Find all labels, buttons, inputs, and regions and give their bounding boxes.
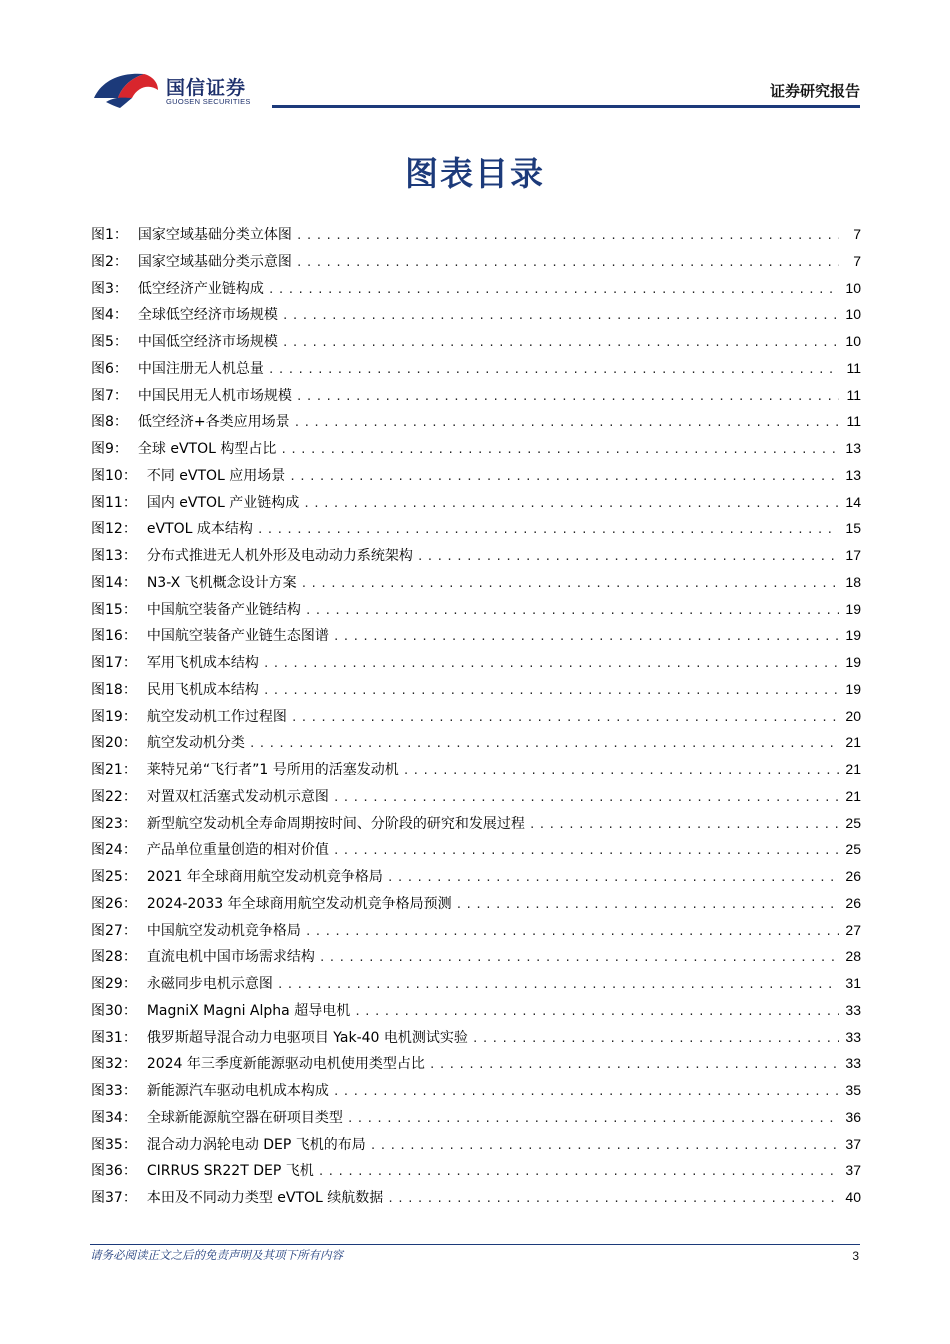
brand-name-cn: 国信证券 xyxy=(166,77,247,99)
toc-dot-leader xyxy=(403,758,839,785)
toc-entry-title: 国家空域基础分类立体图 xyxy=(137,227,292,243)
toc-dot-leader xyxy=(333,1079,839,1106)
toc-entry-page: 20 xyxy=(845,707,861,724)
toc-entry-number: 图20： xyxy=(91,735,137,752)
toc-entry-number: 图30： xyxy=(91,1002,137,1019)
toc-entry-number: 图23： xyxy=(91,815,137,832)
toc-entry[interactable] xyxy=(91,756,861,783)
toc-dot-leader xyxy=(305,598,839,625)
toc-dot-leader xyxy=(296,223,839,250)
toc-entry[interactable] xyxy=(91,1157,861,1184)
toc-dot-leader xyxy=(257,517,839,544)
footer-divider xyxy=(90,1244,860,1245)
toc-entry-number: 图9： xyxy=(91,441,128,457)
toc-entry-title: 不同 eVTOL 应用场景 xyxy=(146,467,286,484)
toc-entry-title: 低空经济产业链构成 xyxy=(137,280,264,297)
toc-dot-leader xyxy=(296,250,839,277)
toc-entry-title: 国家空域基础分类示意图 xyxy=(137,253,292,270)
toc-entry-page: 26 xyxy=(845,868,861,884)
toc-entry-page: 31 xyxy=(845,975,861,991)
toc-entry-title: 全球低空经济市场规模 xyxy=(137,307,278,324)
toc-dot-leader xyxy=(277,972,839,999)
toc-entry-title: 航空发动机分类 xyxy=(146,735,245,752)
toc-entry-page: 14 xyxy=(845,493,861,510)
toc-entry[interactable] xyxy=(91,1024,861,1051)
toc-dot-leader xyxy=(472,1026,839,1053)
toc-entry-title: 航空发动机工作过程图 xyxy=(146,708,287,725)
toc-entry-number: 图7： xyxy=(91,387,128,404)
toc-entry-number: 图25： xyxy=(91,869,137,885)
toc-entry-title: 分布式推进无人机外形及电动动力系统架构 xyxy=(146,548,413,564)
toc-entry[interactable] xyxy=(91,408,861,435)
toc-entry-title: 全球新能源航空器在研项目类型 xyxy=(146,1109,343,1126)
toc-dot-leader xyxy=(333,838,839,865)
toc-dot-leader xyxy=(456,892,839,919)
toc-dot-leader xyxy=(303,491,839,518)
toc-entry-page: 35 xyxy=(845,1082,861,1098)
toc-dot-leader xyxy=(289,464,839,491)
toc-entry-title: 2024 年三季度新能源驱动电机使用类型占比 xyxy=(146,1056,425,1073)
table-of-figures xyxy=(91,221,861,1211)
toc-entry[interactable] xyxy=(91,1104,861,1131)
toc-entry-title: 2024-2033 年全球商用航空发动机竞争格局预测 xyxy=(146,895,452,912)
toc-entry-title: 军用飞机成本结构 xyxy=(146,655,259,671)
toc-entry[interactable] xyxy=(91,622,861,649)
toc-entry-number: 图29： xyxy=(91,976,137,992)
toc-entry-number: 图21： xyxy=(91,762,137,778)
toc-entry-number: 图32： xyxy=(91,1056,137,1073)
toc-entry-page: 40 xyxy=(845,1189,861,1205)
toc-entry-number: 图19： xyxy=(91,708,137,725)
toc-entry[interactable] xyxy=(91,917,861,944)
toc-entry-title: 莱特兄弟“飞行者”1 号所用的活塞发动机 xyxy=(146,762,399,778)
toc-entry-number: 图37： xyxy=(91,1190,137,1206)
toc-entry[interactable] xyxy=(91,355,861,382)
toc-entry-title: 中国航空发动机竞争格局 xyxy=(146,922,301,939)
toc-dot-leader xyxy=(529,812,839,839)
toc-entry-page: 28 xyxy=(845,948,861,965)
toc-entry[interactable] xyxy=(91,596,861,623)
toc-entry-page: 19 xyxy=(845,654,861,670)
toc-entry-title: 新型航空发动机全寿命周期按时间、分阶段的研究和发展过程 xyxy=(146,815,525,832)
toc-entry-number: 图27： xyxy=(91,922,137,939)
toc-entry[interactable] xyxy=(91,1184,861,1211)
toc-entry-page: 37 xyxy=(845,1162,861,1179)
toc-dot-leader xyxy=(333,785,839,812)
toc-entry-title: 2021 年全球商用航空发动机竞争格局 xyxy=(146,869,383,885)
toc-dot-leader xyxy=(417,544,839,571)
toc-entry[interactable] xyxy=(91,1131,861,1158)
toc-entry-page: 26 xyxy=(845,894,861,911)
toc-entry[interactable] xyxy=(91,328,861,355)
toc-entry-page: 33 xyxy=(845,1028,861,1045)
toc-entry-page: 10 xyxy=(845,279,861,296)
toc-entry-number: 图26： xyxy=(91,895,137,912)
toc-entry-page: 21 xyxy=(845,734,861,751)
toc-entry-title: 中国注册无人机总量 xyxy=(137,360,264,377)
toc-entry[interactable] xyxy=(91,863,861,890)
toc-entry-number: 图11： xyxy=(91,494,137,511)
toc-entry-page: 19 xyxy=(845,680,861,697)
toc-entry-page: 18 xyxy=(845,573,861,590)
toc-entry[interactable] xyxy=(91,836,861,863)
toc-entry-page: 10 xyxy=(845,333,861,349)
toc-entry-number: 图1： xyxy=(91,227,128,243)
toc-entry[interactable] xyxy=(91,676,861,703)
toc-entry-number: 图28： xyxy=(91,949,137,966)
toc-entry[interactable] xyxy=(91,703,861,730)
toc-entry-title: MagniX Magni Alpha 超导电机 xyxy=(146,1002,351,1019)
toc-entry-number: 图15： xyxy=(91,601,137,618)
toc-entry[interactable] xyxy=(91,382,861,409)
page-header xyxy=(0,0,950,112)
toc-dot-leader xyxy=(319,945,839,972)
toc-dot-leader xyxy=(318,1159,839,1186)
header-divider xyxy=(272,105,860,108)
toc-entry[interactable] xyxy=(91,275,861,302)
toc-entry-title: 对置双杠活塞式发动机示意图 xyxy=(146,788,329,805)
toc-entry-page: 10 xyxy=(845,306,861,323)
toc-entry-title: eVTOL 成本结构 xyxy=(146,521,253,538)
toc-entry-page: 19 xyxy=(845,600,861,617)
toc-entry-page: 11 xyxy=(846,359,861,376)
toc-entry-number: 图33： xyxy=(91,1083,137,1099)
toc-dot-leader xyxy=(249,731,839,758)
toc-dot-leader xyxy=(296,384,839,411)
brand-name-en: GUOSEN SECURITIES xyxy=(166,97,251,106)
toc-entry-number: 图8： xyxy=(91,414,128,431)
toc-entry-page: 36 xyxy=(845,1108,861,1125)
toc-entry-title: 中国航空装备产业链生态图谱 xyxy=(146,628,329,645)
toc-entry[interactable] xyxy=(91,569,861,596)
toc-entry-page: 11 xyxy=(846,413,861,430)
toc-entry[interactable] xyxy=(91,729,861,756)
toc-entry-number: 图17： xyxy=(91,655,137,671)
toc-dot-leader xyxy=(282,303,839,330)
page-title: 图表目录 xyxy=(405,154,545,193)
toc-entry-title: 国内 eVTOL 产业链构成 xyxy=(146,494,300,511)
toc-dot-leader xyxy=(333,624,839,651)
toc-entry-page: 15 xyxy=(845,520,861,537)
toc-entry-title: 本田及不同动力类型 eVTOL 续航数据 xyxy=(146,1190,384,1206)
toc-entry[interactable] xyxy=(91,248,861,275)
toc-entry-number: 图5： xyxy=(91,334,128,350)
toc-dot-leader xyxy=(347,1106,839,1133)
toc-entry-page: 33 xyxy=(845,1001,861,1018)
toc-entry[interactable] xyxy=(91,970,861,997)
toc-entry-title: CIRRUS SR22T DEP 飞机 xyxy=(146,1163,314,1180)
toc-entry-page: 37 xyxy=(845,1135,861,1152)
toc-entry-page: 21 xyxy=(845,761,861,777)
toc-entry-page: 25 xyxy=(845,841,861,858)
toc-entry[interactable] xyxy=(91,649,861,676)
toc-dot-leader xyxy=(429,1052,839,1079)
toc-entry-number: 图22： xyxy=(91,788,137,805)
toc-entry-page: 21 xyxy=(845,787,861,804)
toc-entry-title: 新能源汽车驱动电机成本构成 xyxy=(146,1083,329,1099)
toc-entry-page: 25 xyxy=(845,814,861,831)
toc-entry-title: 全球 eVTOL 构型占比 xyxy=(137,441,277,457)
toc-entry-number: 图36： xyxy=(91,1163,137,1180)
toc-entry[interactable] xyxy=(91,515,861,542)
toc-entry-number: 图31： xyxy=(91,1029,137,1046)
toc-entry-page: 13 xyxy=(845,440,861,456)
disclaimer-note: 请务必阅读正文之后的免责声明及其项下所有内容 xyxy=(90,1248,343,1262)
toc-dot-leader xyxy=(268,357,839,384)
toc-dot-leader xyxy=(282,330,839,357)
toc-entry-page: 7 xyxy=(853,226,861,242)
guosen-logo-icon xyxy=(92,68,160,110)
toc-entry-page: 33 xyxy=(845,1055,861,1072)
toc-entry-title: 永磁同步电机示意图 xyxy=(146,976,273,992)
toc-dot-leader xyxy=(387,865,839,892)
toc-entry-page: 7 xyxy=(853,252,861,269)
toc-entry-number: 图14： xyxy=(91,574,137,591)
toc-entry-number: 图2： xyxy=(91,253,128,270)
toc-dot-leader xyxy=(263,678,839,705)
toc-entry-number: 图3： xyxy=(91,280,128,297)
toc-entry[interactable] xyxy=(91,1050,861,1077)
toc-entry[interactable] xyxy=(91,221,861,248)
toc-entry-title: 俄罗斯超导混合动力电驱项目 Yak-40 电机测试实验 xyxy=(146,1029,468,1046)
toc-entry-number: 图18： xyxy=(91,681,137,698)
toc-dot-leader xyxy=(268,277,839,304)
toc-entry-number: 图6： xyxy=(91,360,128,377)
toc-entry-page: 13 xyxy=(845,466,861,483)
toc-entry-number: 图13： xyxy=(91,548,137,564)
toc-entry[interactable] xyxy=(91,435,861,462)
toc-dot-leader xyxy=(263,651,839,678)
toc-dot-leader xyxy=(294,410,839,437)
toc-entry[interactable] xyxy=(91,301,861,328)
toc-entry-number: 图34： xyxy=(91,1109,137,1126)
toc-entry-page: 11 xyxy=(846,386,861,403)
toc-entry-page: 19 xyxy=(845,627,861,644)
toc-dot-leader xyxy=(305,919,839,946)
page-number: 3 xyxy=(852,1249,859,1263)
toc-entry[interactable] xyxy=(91,810,861,837)
toc-dot-leader xyxy=(387,1186,839,1213)
toc-entry[interactable] xyxy=(91,783,861,810)
toc-entry-title: 产品单位重量创造的相对价值 xyxy=(146,842,329,859)
toc-entry[interactable] xyxy=(91,1077,861,1104)
toc-entry-title: 民用飞机成本结构 xyxy=(146,681,259,698)
toc-entry-title: 中国航空装备产业链结构 xyxy=(146,601,301,618)
toc-dot-leader xyxy=(370,1133,839,1160)
toc-entry-title: 直流电机中国市场需求结构 xyxy=(146,949,315,966)
toc-entry[interactable] xyxy=(91,890,861,917)
toc-entry[interactable] xyxy=(91,943,861,970)
toc-dot-leader xyxy=(291,705,839,732)
toc-dot-leader xyxy=(280,437,839,464)
toc-entry-title: 混合动力涡轮电动 DEP 飞机的布局 xyxy=(146,1136,366,1153)
toc-entry[interactable] xyxy=(91,462,861,489)
toc-entry-title: 低空经济+各类应用场景 xyxy=(137,414,290,431)
toc-entry-number: 图12： xyxy=(91,521,137,538)
toc-entry-page: 17 xyxy=(845,547,861,563)
report-type-label: 证券研究报告 xyxy=(769,82,860,100)
toc-entry-number: 图4： xyxy=(91,307,128,324)
toc-dot-leader xyxy=(354,999,839,1026)
toc-entry-page: 27 xyxy=(845,921,861,938)
toc-entry[interactable] xyxy=(91,489,861,516)
toc-entry-title: 中国民用无人机市场规模 xyxy=(137,387,292,404)
toc-entry-number: 图35： xyxy=(91,1136,137,1153)
toc-entry-number: 图16： xyxy=(91,628,137,645)
toc-dot-leader xyxy=(301,571,839,598)
toc-entry-number: 图10： xyxy=(91,467,137,484)
toc-entry-title: 中国低空经济市场规模 xyxy=(137,334,278,350)
toc-entry-number: 图24： xyxy=(91,842,137,859)
toc-entry-title: N3-X 飞机概念设计方案 xyxy=(146,574,297,591)
toc-entry[interactable] xyxy=(91,542,861,569)
toc-entry[interactable] xyxy=(91,997,861,1024)
